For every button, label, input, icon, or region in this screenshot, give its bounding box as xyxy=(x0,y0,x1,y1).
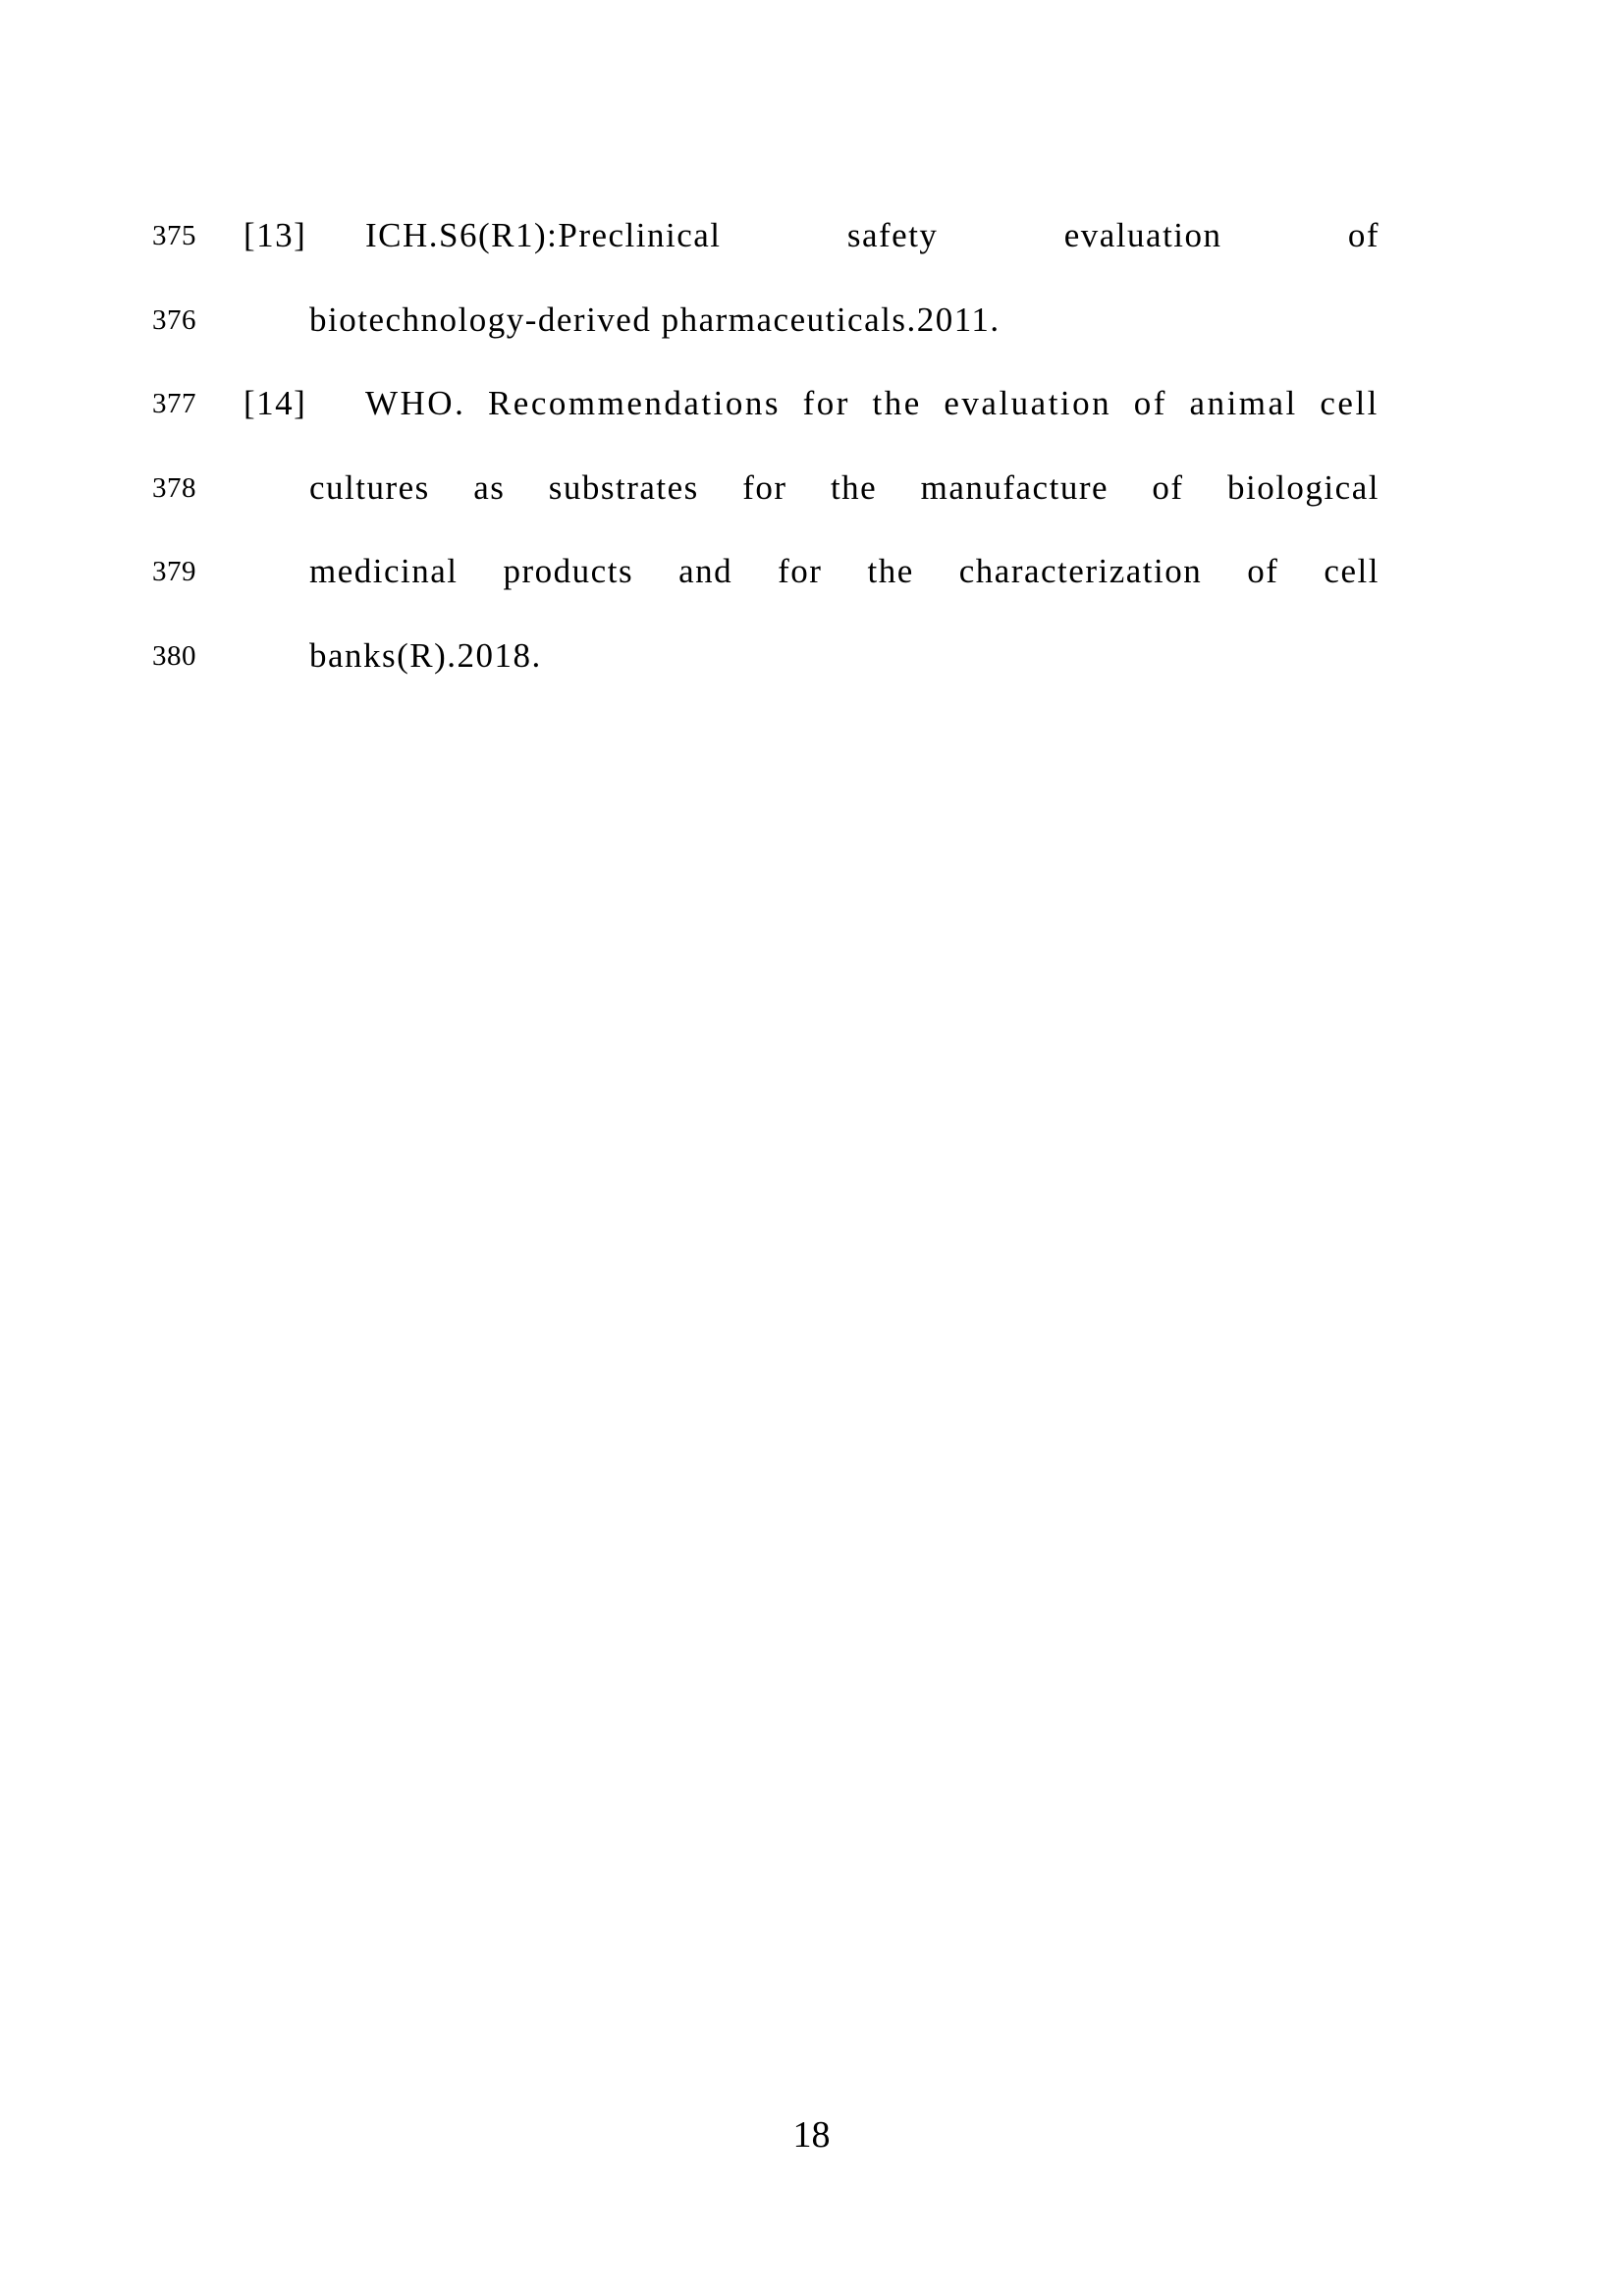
line-number: 379 xyxy=(152,556,196,587)
reference-word: the xyxy=(867,552,914,590)
reference-text: biotechnology-derived pharmaceuticals.2011. xyxy=(309,300,1001,339)
reference-word: evaluation xyxy=(944,384,1112,422)
reference-word: products xyxy=(503,552,634,590)
reference-line xyxy=(0,382,1623,425)
page-number: 18 xyxy=(792,2114,831,2156)
reference-text xyxy=(309,550,1380,593)
reference-marker: [14] xyxy=(243,384,307,422)
reference-word: as xyxy=(473,467,506,507)
reference-word: for xyxy=(778,552,823,590)
reference-word: the xyxy=(830,467,878,507)
line-number: 376 xyxy=(152,303,196,336)
reference-word: evaluation xyxy=(1063,216,1222,254)
reference-word: of xyxy=(1247,552,1279,590)
reference-line xyxy=(0,634,1623,678)
reference-word: for xyxy=(802,384,850,422)
reference-word: and xyxy=(678,552,733,590)
reference-word: cell xyxy=(1324,552,1380,590)
reference-line xyxy=(0,550,1623,593)
reference-line xyxy=(0,214,1623,257)
line-number: 377 xyxy=(152,388,196,419)
reference-word: animal xyxy=(1189,384,1298,422)
reference-word: cultures xyxy=(309,467,430,507)
reference-word: of xyxy=(1152,467,1184,507)
reference-word: medicinal xyxy=(309,552,459,590)
reference-word: manufacture xyxy=(920,467,1109,507)
reference-word: of xyxy=(1347,216,1380,254)
line-number: 378 xyxy=(152,471,196,504)
reference-word: substrates xyxy=(548,467,699,507)
reference-word: WHO. xyxy=(365,384,466,422)
reference-text: banks(R).2018. xyxy=(309,635,542,675)
reference-word: safety xyxy=(846,216,939,254)
reference-word: the xyxy=(872,384,922,422)
line-number: 375 xyxy=(152,220,196,251)
reference-text xyxy=(309,466,1380,510)
reference-word: of xyxy=(1133,384,1167,422)
reference-text xyxy=(365,214,1380,257)
reference-word: Recommendations xyxy=(487,384,781,422)
reference-line xyxy=(0,466,1623,510)
reference-line xyxy=(0,299,1623,342)
reference-word: characterization xyxy=(958,552,1203,590)
reference-word: for xyxy=(742,467,787,507)
line-number: 380 xyxy=(152,639,196,672)
reference-text xyxy=(365,382,1380,425)
reference-word: biological xyxy=(1226,467,1380,507)
reference-word: cell xyxy=(1320,384,1380,422)
reference-marker: [13] xyxy=(243,216,307,254)
reference-word: ICH.S6(R1):Preclinical xyxy=(365,216,722,254)
